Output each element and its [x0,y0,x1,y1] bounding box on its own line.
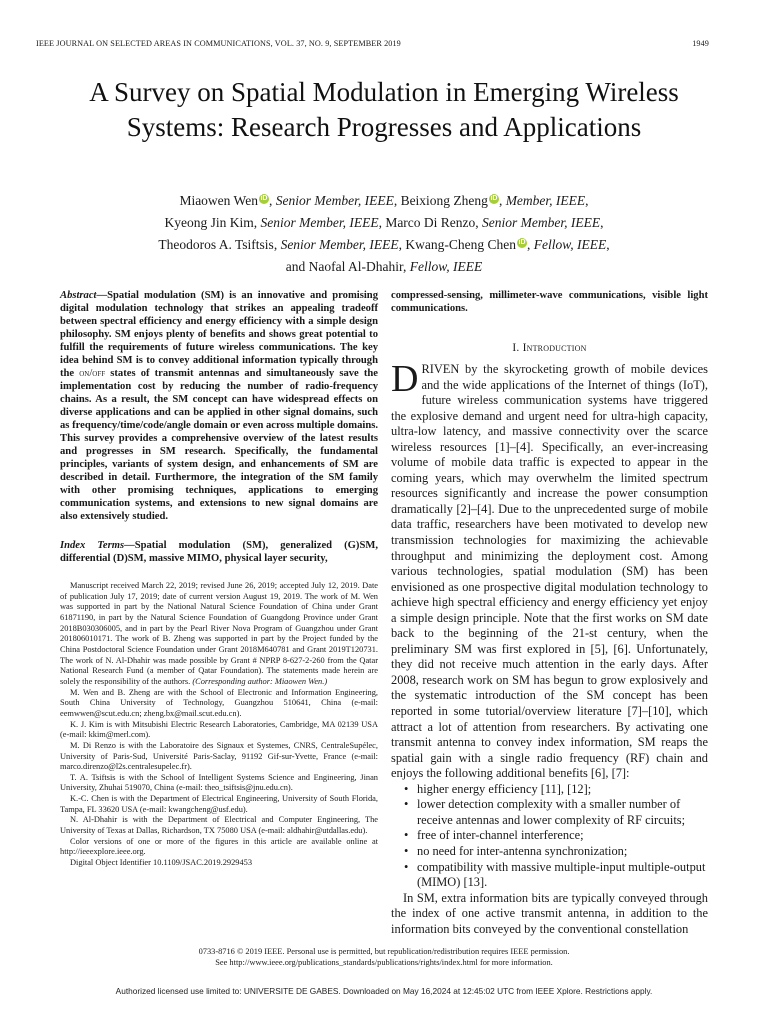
footnote-affiliation: K.-C. Chen is with the Department of Electrical Engineering, University of South Florida, Tampa, FL 33620 USA (e-mail: kwangcheng@usf.edu). [60,794,378,814]
author-grade: Senior Member, IEEE [482,215,601,230]
author-list: Miaowen Wen iD , Senior Member, IEEE, Beixiong Zheng iD , Member, IEEE, Kyeong Jin Kim, Senior Member, IEEE, Marco Di Renzo, Senior Member, IEEE, Theodoros A. Tsiftsis, Senior Member, IEEE, Kwang-Cheng Chen iD , Fellow, IEEE, and Naofal Al-Dhahir, Fellow, IEEE [158,193,610,274]
author-name: Kwang-Cheng Chen [405,237,517,252]
running-header: IEEE JOURNAL ON SELECTED AREAS IN COMMUNICATIONS, VOL. 37, NO. 9, SEPTEMBER 2019 [36,39,401,48]
orcid-icon[interactable]: iD [490,195,498,202]
list-item: • higher energy efficiency [11], [12]; [417,782,708,798]
list-item: • lower detection complexity with a smaller number of receive antennas and lower complexity of RF circuits; [417,797,708,828]
orcid-icon[interactable]: iD [518,239,526,246]
drop-cap: D [391,358,419,400]
footnote-manuscript: Manuscript received March 22, 2019; revised June 26, 2019; accepted July 12, 2019. Date of publication July 17, 2019; date of current version August 19, 2019. The work of M. Wen was supported in part by the National Natural Science Foundation of China under Grant 61871190, in part by the Natural Science Foundation of Guangdong Province under Grant 2018B030306005, and in part by the Pearl River Nova Program of Guangzhou under Grant 201806010171. The work of B. Zheng was supported in part by the Project funded by the China Postdoctoral Science Foundation under Grant 2018M640781 and Grant 2019T120731. The work of N. Al-Dhahir was made possible by Grant # NPRP 8-627-2-260 from the Qatar National Research Fund (a member of Qatar Foundation). The statements made herein are solely the responsibility of the authors. (Corresponding author: Miaowen Wen.) [60,581,378,686]
author-name: Miaowen Wen [179,193,258,208]
abstract-onoff: on/off [79,368,106,379]
orcid-icon[interactable]: iD [260,195,268,202]
copyright-notice [60,946,708,968]
index-terms-label: Index Terms [60,540,125,551]
footnote-color-note: Color versions of one or more of the figures in this article are available online at http://ieeexplore.ieee.org. [60,836,378,857]
author-name: Theodoros A. Tsiftsis [158,237,274,252]
copyright-line: 0733-8716 © 2019 IEEE. Personal use is permitted, but republication/redistribution requires IEEE permission. [198,947,570,956]
footnotes [60,581,378,869]
footnote-doi: Digital Object Identifier 10.1109/JSAC.2019.2929453 [70,858,253,868]
author-name: Beixiong Zheng [400,193,488,208]
abstract-text-continued: states of transmit antennas and simultaneously save the implementation cost by reducing the number of radio-frequency chains. As a result, the SM concept can have widespread effects on diverse applications and can be applied in other signal domains, such as frequency/time/code/angle domain or even across multiple domains. This survey provides a comprehensive overview of the latest results and progresses in SM research. Specifically, the fundamental principles, variants of system design, and enhancements of SM are described in detail. Furthermore, the integration of the SM family with other promising techniques, applications to emerging communication systems, and extensions to new signal domains are also extensively studied. [60,368,378,522]
author-conjunction: and [285,259,306,274]
author-grade: Fellow, IEEE [533,237,607,252]
author-name: Marco Di Renzo [385,215,476,230]
list-item: • compatibility with massive multiple-input multiple-output (MIMO) [13]. [417,860,708,891]
abstract: Abstract—Spatial modulation (SM) is an innovative and promising digital modulation technology that strikes an appealing tradeoff between spectral efficiency and energy efficiency with a simple design philosophy. SM enjoys plenty of benefits and shows great potential to fulfill the requirements of future wireless communications. The key idea behind SM is to convey additional information typically through the on/off states of transmit antennas and simultaneously save the implementation cost by reducing the number of radio-frequency chains. As a result, the SM concept can have widespread effects on diverse applications and can be applied in other signal domains, such as frequency/time/code/angle domain or even across multiple domains. This survey provides a comprehensive overview of the latest results and progresses in SM research. Specifically, the fundamental principles, variants of system design, and enhancements of SM are described in detail. Furthermore, the integration of the SM family with other promising techniques, applications to emerging communication systems, and extensions to new signal domains are also extensively studied. [60,290,378,522]
author-grade: Member, IEEE [505,193,586,208]
author-name: Naofal Al-Dhahir [308,259,403,274]
footnote-affiliation: K. J. Kim is with Mitsubishi Electric Research Laboratories, Cambridge, MA 02139 USA (e-mail: kkim@merl.com). [60,719,378,740]
page-number: 1949 [692,39,709,48]
author-grade: Senior Member, IEEE [260,215,379,230]
footnote-affiliation: M. Wen and B. Zheng are with the School of Electronic and Information Engineering, South China University of Technology, Guangzhou 510641, China (e-mail: eemwwen@scut.edu.cn; zheng.bx@mail.scut.edu.cn). [60,687,378,718]
list-item: • no need for inter-antenna synchronization; [417,844,708,860]
introduction-paragraph: In SM, extra information bits are typically conveyed through the index of one active transmit antenna, in addition to the information bits conveyed by the conventional constellation [391,890,708,936]
section-heading: I. Introduction [512,342,587,354]
paper-title: A Survey on Spatial Modulation in Emerging Wireless Systems: Research Progresses and Applications [89,77,679,142]
author-grade: Fellow, IEEE [409,259,483,274]
copyright-rights-link[interactable]: See http://www.ieee.org/publications_standards/publications/rights/index.html for more information. [215,958,553,967]
author-name: Kyeong Jin Kim [164,215,254,230]
list-item: • free of inter-channel interference; [417,828,708,844]
index-terms-continued: compressed-sensing, millimeter-wave communications, visible light communications. [391,290,708,314]
license-footer: Authorized licensed use limited to: UNIVERSITE DE GABES. Downloaded on May 16,2024 at 12:45:02 UTC from IEEE Xplore. Restrictions apply. [115,986,653,996]
author-grade: Senior Member, IEEE [275,193,394,208]
abstract-text: Spatial modulation (SM) is an innovative and promising digital modulation technology that strikes an appealing tradeoff between spectral efficiency and energy efficiency with a simple design philosophy. SM enjoys plenty of benefits and shows great potential to fulfill the requirements of future wireless communications. The key idea behind SM is to convey additional information typically through the [60,290,378,379]
footnote-affiliation: M. Di Renzo is with the Laboratoire des Signaux et Systemes, CNRS, CentraleSupélec, University of Paris-Sud, Université Paris-Saclay, 91192 Gif-sur-Yvette, France (e-mail: marco.direnzo@l2s.centralesupelec.fr). [60,740,378,772]
benefits-list [391,782,708,891]
abstract-label: Abstract [60,290,97,301]
introduction-paragraph: DRIVEN by the skyrocketing growth of mobile devices and the wide applications of the Internet of things (IoT), future wireless communication systems have triggered the explosive demand and urgent need for ultra-high capacity, ultra-low latency, and massive connectivity over the scarce wireless resources [1]–[4]. Specifically, an ever-increasing volume of mobile data traffic is expected to appear in the coming years, which may overwhelm the limited spectrum resources significantly and increase the power consumption dramatically [2]–[4]. Due to the unprecedented surge of mobile data traffic, researchers have been motivated to develop new transmission technologies for maximizing the achievable throughput and minimizing the deployment cost. Among various technologies, spatial modulation (SM) has been envisioned as one prospective digital modulation technology to achieve high spectral efficiency and energy efficiency yet enjoy a simple design principle. Note that the first works on SM date back to the beginning of the 21-st century, when the preliminary SM was first explored in [5], [6]. Unfortunately, they did not receive much attention in the early days. After 2008, research work on SM has begun to grow explosively and the systematic introduction of the SM concept has been reported in some tutorial/overview literature [7]–[10], which attract a lot of attention from researchers. By activating one transmit antenna to convey index information, SM reaps the spatial gain with a single radio frequency (RF) chain and enjoys the following additional benefits [6], [7]: [391,358,708,781]
footnote-affiliation: N. Al-Dhahir is with the Department of Electrical and Computer Engineering, The University of Texas at Dallas, Richardson, TX 75080 USA (e-mail: aldhahir@utdallas.edu). [60,815,378,836]
index-terms: Index Terms—Spatial modulation (SM), generalized (G)SM, differential (D)SM, massive MIMO, physical layer security, [60,540,378,564]
corresponding-author: (Corresponding author: Miaowen Wen.) [192,676,328,686]
introduction-body [391,358,708,937]
author-grade: Senior Member, IEEE [280,237,399,252]
footnote-affiliation: T. A. Tsiftsis is with the School of Intelligent Systems Science and Engineering, Jinan University, Zhuhai 519070, China (e-mail: theo_tsiftsis@jnu.edu.cn). [60,772,378,793]
index-terms-text: Spatial modulation (SM), generalized (G)SM, differential (D)SM, massive MIMO, physical layer security, [60,540,378,564]
